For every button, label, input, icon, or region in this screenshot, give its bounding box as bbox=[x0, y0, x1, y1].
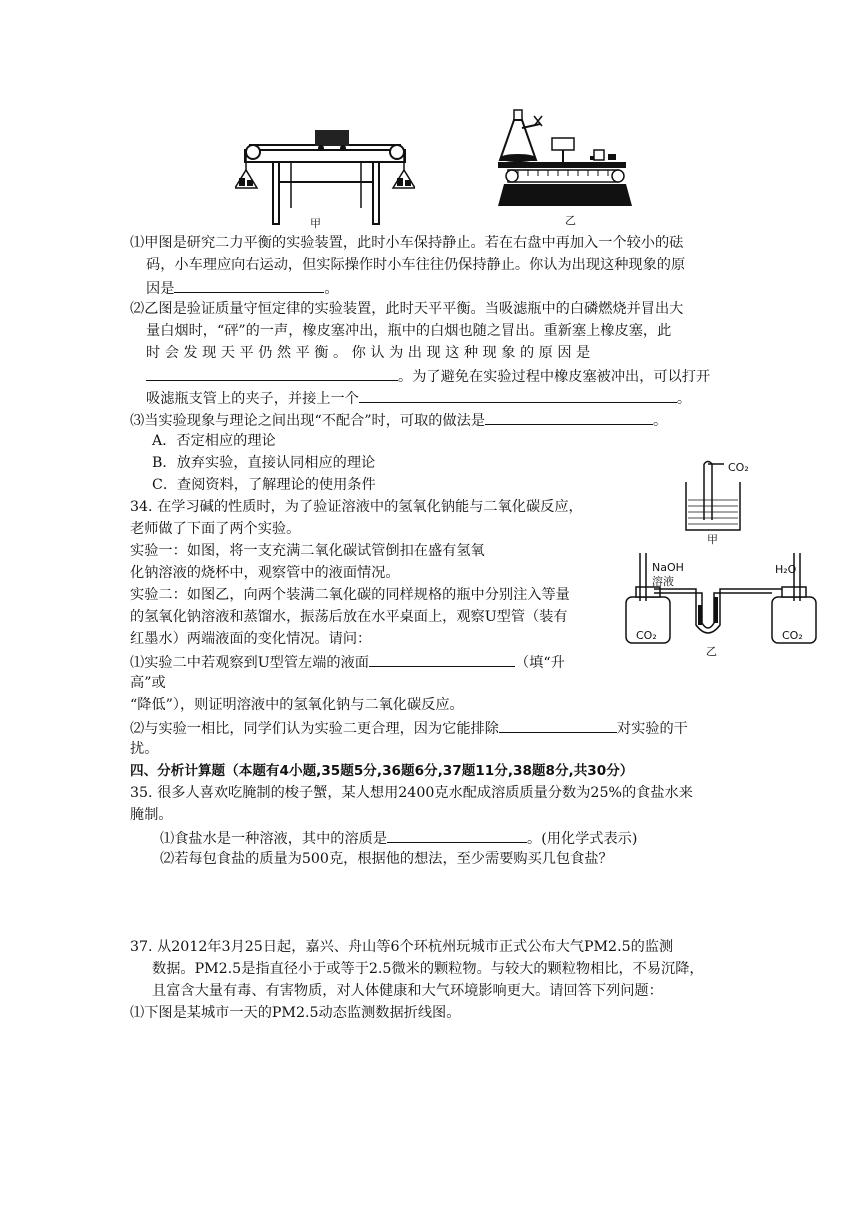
q37-line2: 数据。PM2.5是指直径小于或等于2.5微米的颗粒物。与较大的颗粒物相比，不易沉降， bbox=[152, 961, 704, 977]
section4-heading: 四、分析计算题（本题有4小题,35题5分,36题6分,37题11分,38题8分,共30分） bbox=[130, 763, 634, 779]
q34-line3: 实验一：如图，将一支充满二氧化碳试管倒扣在盛有氢氧 bbox=[130, 543, 485, 559]
q34-co2-top-label: CO₂ bbox=[728, 461, 749, 474]
q33-option-a: A．否定相应的理论 bbox=[152, 433, 276, 449]
q34-h2o-label: H₂O bbox=[775, 563, 797, 576]
q33-part3-suffix: 。 bbox=[653, 413, 668, 429]
q34-exclude-blank[interactable] bbox=[499, 718, 617, 733]
q33-part2-line3: 时 会 发 现 天 平 仍 然 平 衡 。 你 认 为 出 现 这 种 现 象 的 原 因 是 bbox=[146, 345, 591, 361]
q34-line11-text: ⑵与实验一相比，同学们认为实验二更合理，因为它能排除 bbox=[130, 721, 499, 737]
q34-level-blank[interactable] bbox=[369, 652, 515, 667]
figure-yi-caption: 乙 bbox=[565, 214, 576, 227]
q34-line10: “降低”），则证明溶液中的氢氧化钠与二氧化碳反应。 bbox=[130, 697, 464, 713]
q33-part2-line1: ⑵乙图是验证质量守恒定律的实验装置，此时天平平衡。当吸滤瓶中的白磷燃烧并冒出大 bbox=[130, 301, 684, 317]
q34-co2-left-label: CO₂ bbox=[636, 629, 657, 642]
q34-line9: 高”或 bbox=[130, 675, 166, 691]
q33-part3-answer-blank[interactable] bbox=[485, 410, 653, 425]
q33-part1-line3 bbox=[146, 278, 339, 299]
q37-line3: 且富含大量有毒、有害物质，对人体健康和大气环境影响更大。请回答下列问题： bbox=[152, 983, 663, 999]
q33-part1-suffix: 。 bbox=[324, 281, 339, 297]
q34-yi-caption: 乙 bbox=[706, 645, 717, 658]
q34-line8-suffix: （填“升 bbox=[514, 655, 565, 671]
q33-option-b: B．放弃实验，直接认同相应的理论 bbox=[152, 455, 376, 471]
q37-line1: 37. 从2012年3月25日起，嘉兴、舟山等6个环杭州玩城市正式公布大气PM2.5的监测 bbox=[130, 939, 674, 955]
q33-part2-line4-text: 。为了避免在实验过程中橡皮塞被冲出，可以打开 bbox=[398, 369, 711, 385]
q34-line1: 34. 在学习碱的性质时，为了验证溶液中的氢氧化钠能与二氧化碳反应， bbox=[130, 499, 583, 515]
q34-line11 bbox=[130, 718, 688, 739]
q34-jia-caption: 甲 bbox=[707, 533, 718, 546]
q34-line12: 扰。 bbox=[130, 741, 159, 757]
q33-part2-line5-suffix: 。 bbox=[676, 391, 692, 407]
q33-part1-prefix: 因是 bbox=[146, 281, 175, 297]
q34-naoh-label: NaOH bbox=[652, 561, 684, 574]
q34-line5: 实验二：如图乙，向两个装满二氧化碳的同样规格的瓶中分别注入等量 bbox=[130, 587, 570, 603]
q33-part2-device-blank[interactable] bbox=[359, 388, 677, 403]
q35-line3-text: ⑴食盐水是一种溶液，其中的溶质是 bbox=[160, 831, 388, 847]
q33-part2-reason-blank[interactable] bbox=[146, 366, 398, 381]
q33-option-c: C．查阅资料，了解理论的使用条件 bbox=[152, 477, 376, 493]
q35-line1: 35. 很多人喜欢吃腌制的梭子蟹，某人想用2400克水配成溶质质量分数为25%的食盐水来 bbox=[130, 785, 693, 801]
q33-part1-answer-blank[interactable] bbox=[174, 278, 324, 293]
q35-line3 bbox=[160, 828, 637, 849]
figure-jia-two-force-balance bbox=[235, 112, 415, 228]
q35-line4: ⑵若每包食盐的质量为500克，根据他的想法，至少需要购买几包食盐？ bbox=[160, 851, 613, 867]
q33-part3-text: ⑶当实验现象与理论之间出现“不配合”时，可取的做法是 bbox=[130, 413, 486, 429]
q33-part2-line5-text: 吸滤瓶支管上的夹子，并接上一个 bbox=[146, 391, 359, 407]
q37-line4: ⑴下图是某城市一天的PM2.5动态监测数据折线图。 bbox=[130, 1005, 461, 1021]
q34-co2-right-label: CO₂ bbox=[782, 629, 803, 642]
q35-line3-suffix: 。(用化学式表示) bbox=[527, 831, 638, 847]
q34-line11-suffix: 对实验的干 bbox=[616, 721, 688, 737]
q34-line6: 的氢氧化钠溶液和蒸馏水，振荡后放在水平桌面上，观察U型管（装有 bbox=[130, 609, 568, 625]
q34-line4: 化钠溶液的烧杯中，观察管中的液面情况。 bbox=[130, 565, 400, 581]
figure-jia-caption: 甲 bbox=[310, 217, 321, 230]
q34-line8 bbox=[130, 652, 565, 673]
q33-part1-line2: 码，小车理应向右运动，但实际操作时小车往往仍保持静止。你认为出现这种现象的原 bbox=[146, 257, 686, 273]
q34-line2: 老师做了下面了两个实验。 bbox=[130, 521, 301, 537]
q34-solution-label: 溶液 bbox=[652, 575, 674, 588]
q34-line8-text: ⑴实验二中若观察到U型管左端的液面 bbox=[130, 655, 369, 671]
q33-part2-line4 bbox=[146, 366, 710, 387]
q33-part2-line2: 量白烟时，“砰”的一声，橡皮塞冲出，瓶中的白烟也随之冒出。重新塞上橡皮塞，此 bbox=[146, 323, 672, 339]
figure-yi-mass-conservation bbox=[490, 106, 640, 210]
q35-line2: 腌制。 bbox=[130, 807, 173, 823]
q35-solute-blank[interactable] bbox=[387, 828, 527, 843]
q34-line7: 红墨水）两端液面的变化情况。请问： bbox=[130, 631, 372, 647]
q33-part1-line1: ⑴甲图是研究二力平衡的实验装置，此时小车保持静止。若在右盘中再加入一个较小的砝 bbox=[130, 235, 684, 251]
q33-part2-line5 bbox=[146, 388, 691, 409]
q33-part3-line bbox=[130, 410, 667, 431]
